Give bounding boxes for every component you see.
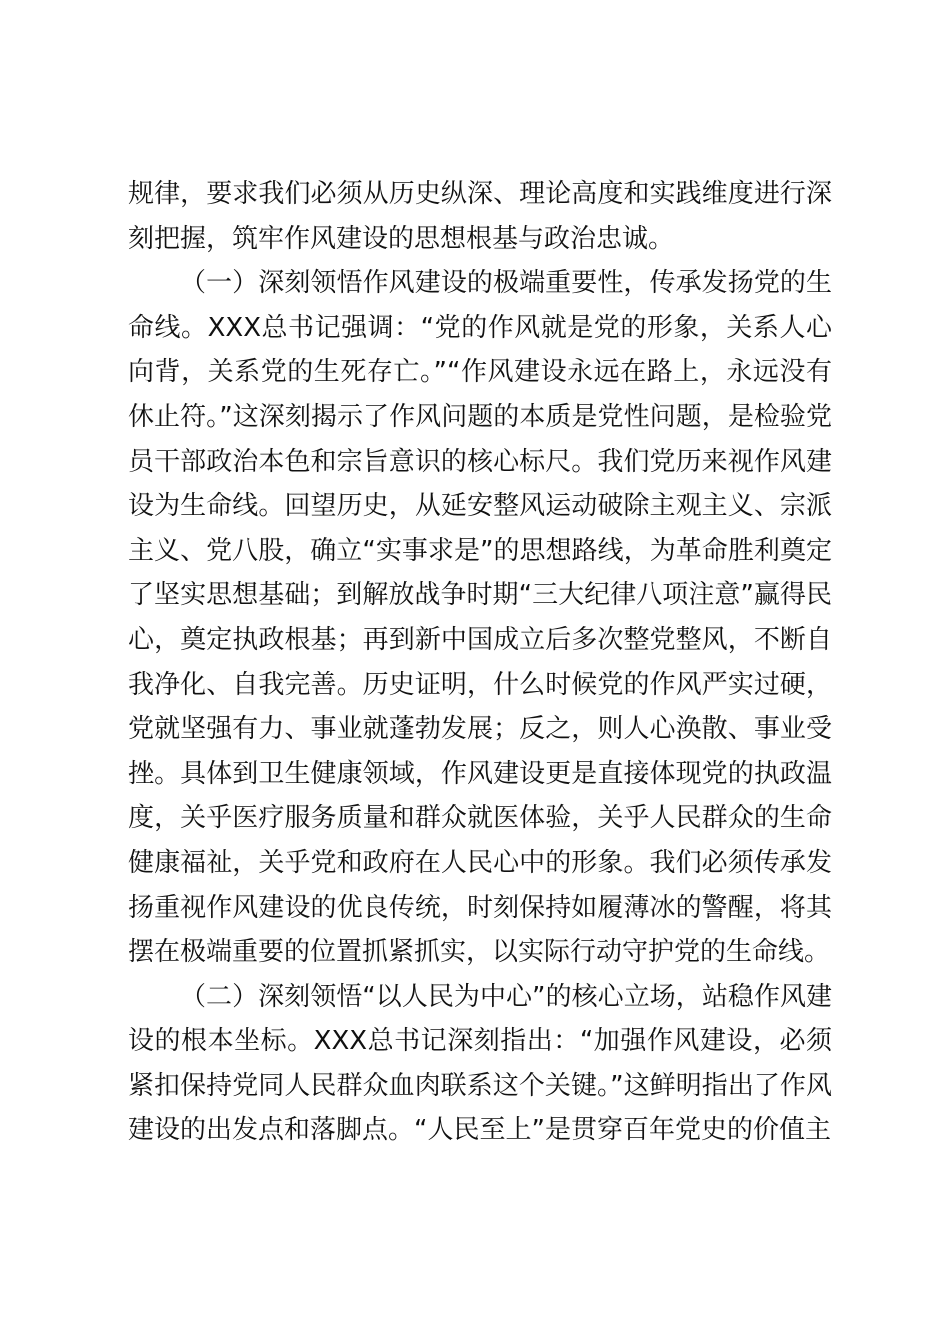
paragraph-section-one: （一）深刻领悟作风建设的极端重要性，传承发扬党的生命线。XXX总书记强调：“党的作风就是党的形象，关系人心向背，关系党的生死存亡。”“作风建设永远在路上，永远没有休止符。”这深刻揭示了作风问题的本质是党性问题，是检验党员干部政治本色和宗旨意识的核心标尺。我们党历来视作风建设为生命线。回望历史，从延安整风运动破除主观主义、宗派主义、党八股，确立“实事求是”的思想路线，为革命胜利奠定了坚实思想基础；到解放战争时期“三大纪律八项注意”赢得民心，奠定执政根基；再到新中国成立后多次整党整风，不断自我净化、自我完善。历史证明，什么时候党的作风严实过硬，党就坚强有力、事业就蓬勃发展；反之，则人心涣散、事业受挫。具体到卫生健康领域，作风建设更是直接体现党的执政温度，关乎医疗服务质量和群众就医体验，关乎人民群众的生命健康福祉，关乎党和政府在人民心中的形象。我们必须传承发扬重视作风建设的优良传统，时刻保持如履薄冰的警醒，将其摆在极端重要的位置抓紧抓实，以实际行动守护党的生命线。 bbox=[128, 268, 832, 968]
paragraph-section-two: （二）深刻领悟“以人民为中心”的核心立场，站稳作风建设的根本坐标。XXX总书记深刻指出：“加强作风建设，必须紧扣保持党同人民群众血肉联系这个关键。”这鲜明指出了作风建设的出发点和落脚点。“人民至上”是贯穿百年党史的价值主 bbox=[128, 981, 832, 1146]
document-body bbox=[128, 172, 832, 1153]
paragraph-continuation: 规律，要求我们必须从历史纵深、理论高度和实践维度进行深刻把握，筑牢作风建设的思想根基与政治忠诚。 bbox=[128, 179, 832, 254]
